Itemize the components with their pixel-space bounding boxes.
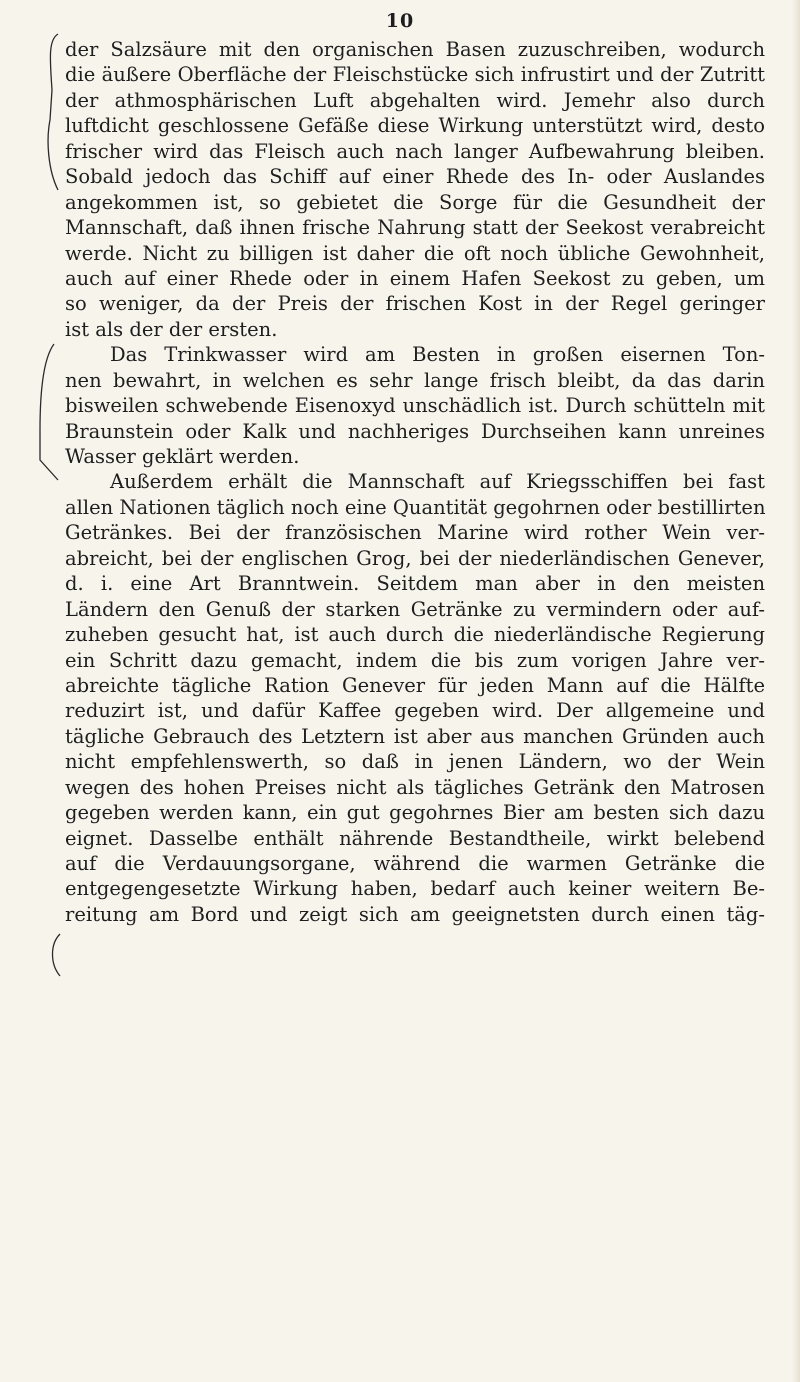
text-line: abreicht, bei der englischen Grog, bei der niederländischen Genever, [65, 546, 765, 570]
margin-bracket-middle [28, 340, 64, 490]
text-line: die äußere Oberfläche der Fleischstücke sich infrustirt und der Zutritt [65, 63, 765, 87]
text-line: auch auf einer Rhede oder in einem Hafen Seekost zu geben, um [65, 266, 765, 290]
text-line: Das Trinkwasser wird am Besten in großen eisernen Ton- [110, 343, 765, 367]
text-line: allen Nationen täglich noch eine Quantität gegohrnen oder bestillirten [65, 495, 766, 519]
text-line: d. i. eine Art Branntwein. Seitdem man aber in den meisten [65, 572, 765, 596]
paragraph-beverages [65, 469, 765, 927]
text-line: gegeben werden kann, ein gut gegohrnes Bier am besten sich dazu [65, 801, 765, 825]
text-line: frischer wird das Fleisch auch nach langer Aufbewahrung bleiben. [65, 139, 765, 163]
text-line: abreichte tägliche Ration Genever für jeden Mann auf die Hälfte [65, 673, 765, 697]
text-line: Sobald jedoch das Schiff auf einer Rhede des In- oder Auslandes [65, 165, 765, 189]
page-number: 10 [385, 10, 415, 32]
page-edge [792, 0, 800, 1382]
text-line: ist als der der ersten. [65, 317, 278, 341]
text-line: reitung am Bord und zeigt sich am geeignetsten durch einen täg- [65, 902, 765, 926]
text-line: nicht empfehlenswerth, so daß in jenen Ländern, wo der Wein [65, 750, 765, 774]
text-line: Wasser geklärt werden. [65, 445, 300, 468]
text-line: Getränkes. Bei der französischen Marine wird rother Wein ver- [65, 521, 765, 545]
text-line: ein Schritt dazu gemacht, indem die bis zum vorigen Jahre ver- [65, 648, 765, 672]
text-line: tägliche Gebrauch des Letztern ist aber aus manchen Gründen auch [65, 724, 765, 748]
paragraph-drinking-water [65, 342, 765, 469]
text-line: luftdicht geschlossene Gefäße diese Wirkung unterstützt wird, desto [65, 114, 765, 138]
margin-bracket-bottom [40, 930, 66, 980]
text-line: reduzirt ist, und dafür Kaffee gegeben wird. Der allgemeine und [65, 699, 765, 723]
text-line: angekommen ist, so gebietet die Sorge für die Gesundheit der [65, 190, 765, 214]
text-line: nen bewahrt, in welchen es sehr lange frisch bleibt, da das darin [65, 368, 765, 392]
text-line: zuheben gesucht hat, ist auch durch die niederländische Regierung [65, 623, 765, 647]
text-line: Ländern den Genuß der starken Getränke zu vermindern oder auf- [65, 597, 765, 621]
text-line: Außerdem erhält die Mannschaft auf Kriegsschiffen bei fast [110, 470, 765, 494]
text-line: auf die Verdauungsorgane, während die warmen Getränke die [65, 852, 765, 875]
text-line: wegen des hohen Preises nicht als tägliches Getränk den Matrosen [65, 775, 765, 799]
margin-bracket-top [36, 30, 66, 200]
text-line: der Salzsäure mit den organischen Basen zuzuschreiben, wodurch [65, 38, 765, 61]
text-line: Mannschaft, daß ihnen frische Nahrung statt der Seekost verabreicht [65, 216, 765, 240]
text-line: so weniger, da der Preis der frischen Kost in der Regel geringer [65, 292, 765, 316]
text-line: bisweilen schwebende Eisenoxyd unschädlich ist. Durch schütteln mit [65, 394, 765, 418]
text-line: der athmosphärischen Luft abgehalten wird. Jemehr also durch [65, 88, 765, 112]
text-line: werde. Nicht zu billigen ist daher die oft noch übliche Gewohnheit, [65, 241, 765, 265]
body-text [65, 37, 765, 927]
text-line: eignet. Dasselbe enthält nährende Bestandtheile, wirkt belebend [65, 826, 765, 850]
text-line: entgegengesetzte Wirkung haben, bedarf auch keiner weitern Be- [65, 877, 765, 901]
paragraph-preserved-meat [65, 37, 765, 342]
text-line: Braunstein oder Kalk und nachheriges Durchseihen kann unreines [65, 419, 765, 443]
